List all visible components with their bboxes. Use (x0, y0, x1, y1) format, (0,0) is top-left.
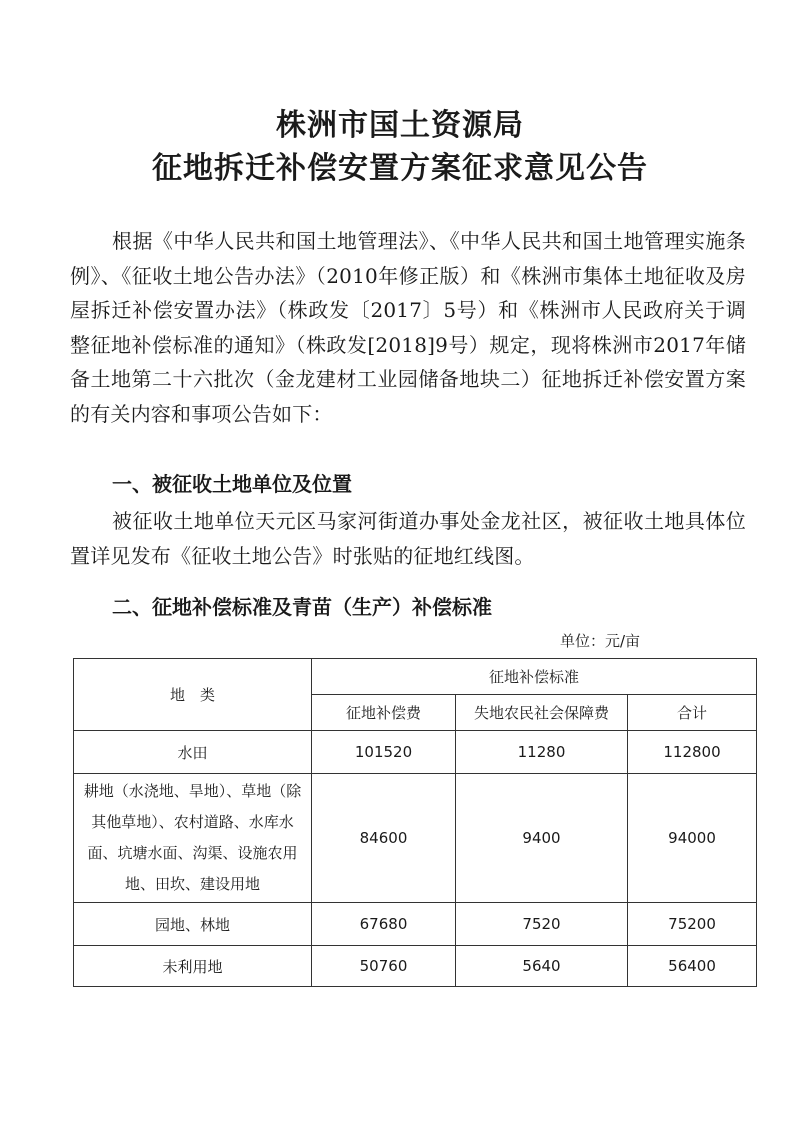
title-line-2: 征地拆迁补偿安置方案征求意见公告 (152, 151, 648, 186)
row-category: 水田 (74, 731, 312, 774)
row-category: 耕地（水浇地、旱地）、草地（除其他草地）、农村道路、水库水面、坑塘水面、沟渠、设施农用地、田坎、建设用地 (74, 774, 312, 903)
col-header-social-security: 失地农民社会保障费 (456, 695, 628, 731)
section-1-heading: 一、被征收土地单位及位置 (112, 472, 352, 496)
row-social-security: 11280 (456, 731, 628, 774)
group-header: 征地补偿标准 (312, 659, 757, 695)
row-total: 56400 (628, 946, 757, 987)
row-social-security: 5640 (456, 946, 628, 987)
row-compensation: 50760 (312, 946, 456, 987)
row-compensation: 101520 (312, 731, 456, 774)
row-compensation: 67680 (312, 903, 456, 946)
table-row (74, 774, 757, 903)
table-row (74, 903, 757, 946)
intro-paragraph-block (70, 224, 746, 432)
compensation-table (73, 658, 757, 987)
table-row (74, 946, 757, 987)
table-row (74, 731, 757, 774)
row-total: 75200 (628, 903, 757, 946)
col-header-compensation: 征地补偿费 (312, 695, 456, 731)
row-total: 112800 (628, 731, 757, 774)
title-line-1: 株洲市国土资源局 (276, 108, 524, 143)
col-header-total: 合计 (628, 695, 757, 731)
row-total: 94000 (628, 774, 757, 903)
section-1-paragraph: 被征收土地单位天元区马家河街道办事处金龙社区，被征收土地具体位置详见发布《征收土地公告》时张贴的征地红线图。 (70, 509, 746, 568)
row-category: 园地、林地 (74, 903, 312, 946)
section-2-heading: 二、征地补偿标准及青苗（生产）补偿标准 (112, 595, 492, 619)
row-social-security: 9400 (456, 774, 628, 903)
section-1-block (70, 504, 746, 573)
intro-paragraph: 根据《中华人民共和国土地管理法》、《中华人民共和国土地管理实施条例》、《征收土地公告办法》（2010年修正版）和《株洲市集体土地征收及房屋拆迁补偿安置办法》（株政发〔2017〕5号）和《株洲市人民政府关于调整征地补偿标准的通知》（株政发[2018]9号）规定，现将株洲市2017年储备土地第二十六批次（金龙建材工业园储备地块二）征地拆迁补偿安置方案的有关内容和事项公告如下： (70, 229, 746, 426)
row-social-security: 7520 (456, 903, 628, 946)
table-header-row (74, 659, 757, 695)
row-category: 未利用地 (74, 946, 312, 987)
category-header: 地 类 (74, 659, 312, 731)
unit-label: 单位：元/亩 (560, 632, 641, 650)
row-compensation: 84600 (312, 774, 456, 903)
